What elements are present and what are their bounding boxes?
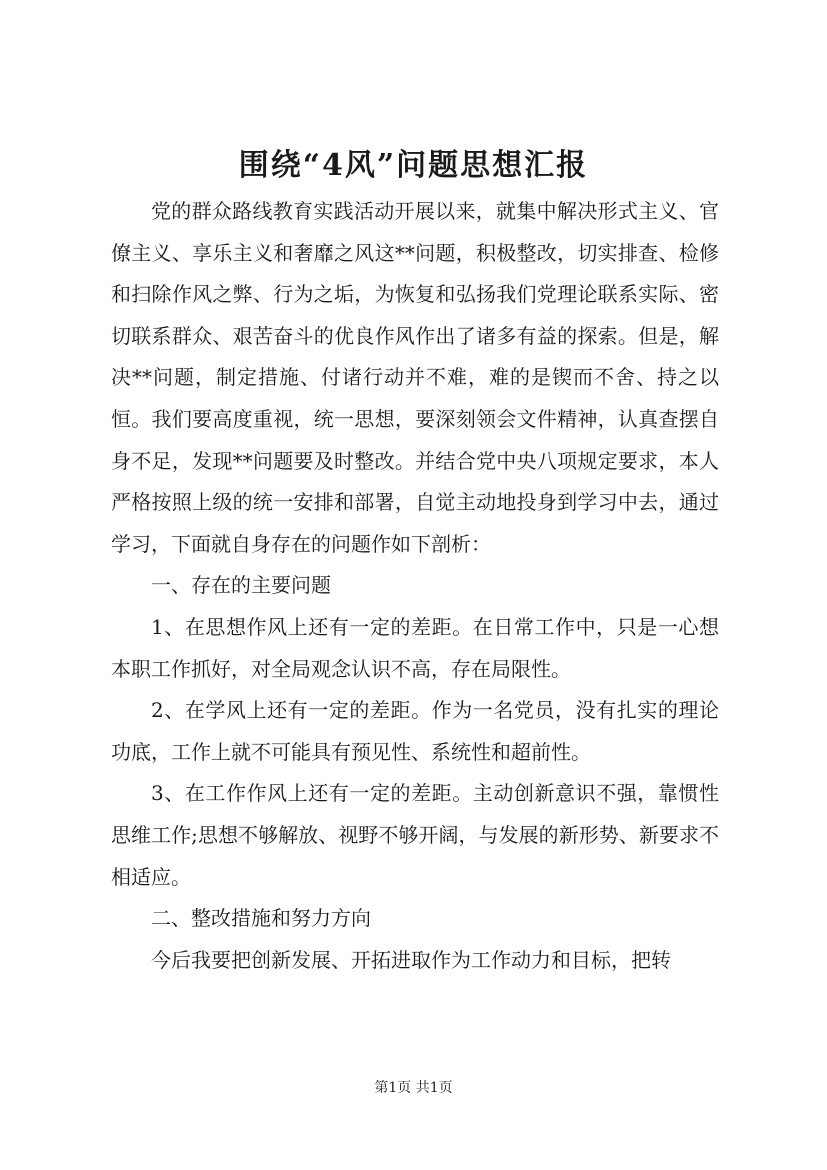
paragraph-measures: 今后我要把创新发展、开拓进取作为工作动力和目标，把转 bbox=[151, 947, 671, 972]
paragraph-item-3: 3、在工作作风上还有一定的差距。主动创新意识不强，靠惯性思维工作;思想不够解放、视野不够开阔，与发展的新形势、新要求不相适应。 bbox=[111, 781, 719, 889]
page-footer: 第1页 共1页 bbox=[374, 1080, 453, 1096]
paragraph-item-1: 1、在思想作风上还有一定的差距。在日常工作中，只是一心想本职工作抓好，对全局观念认识不高，存在局限性。 bbox=[111, 614, 719, 681]
section-heading-measures: 二、整改措施和努力方向 bbox=[151, 906, 371, 931]
document-body bbox=[111, 191, 719, 981]
document-title: 围绕“4风”问题思想汇报 bbox=[238, 148, 589, 183]
section-heading-problems: 一、存在的主要问题 bbox=[151, 573, 331, 598]
paragraph-intro: 党的群众路线教育实践活动开展以来，就集中解决形式主义、官僚主义、享乐主义和奢靡之风这**问题，积极整改，切实排查、检修和扫除作风之弊、行为之垢，为恢复和弘扬我们党理论联系实际、密切联系群众、艰苦奋斗的优良作风作出了诸多有益的探索。但是，解决**问题，制定措施、付诸行动并不难，难的是锲而不舍、持之以恒。我们要高度重视，统一思想，要深刻领会文件精神，认真查摆自身不足，发现**问题要及时整改。并结合党中央八项规定要求，本人严格按照上级的统一安排和部署，自觉主动地投身到学习中去，通过学习，下面就自身存在的问题作如下剖析： bbox=[111, 199, 719, 556]
paragraph-item-2: 2、在学风上还有一定的差距。作为一名党员，没有扎实的理论功底，工作上就不可能具有预见性、系统性和超前性。 bbox=[111, 698, 719, 764]
